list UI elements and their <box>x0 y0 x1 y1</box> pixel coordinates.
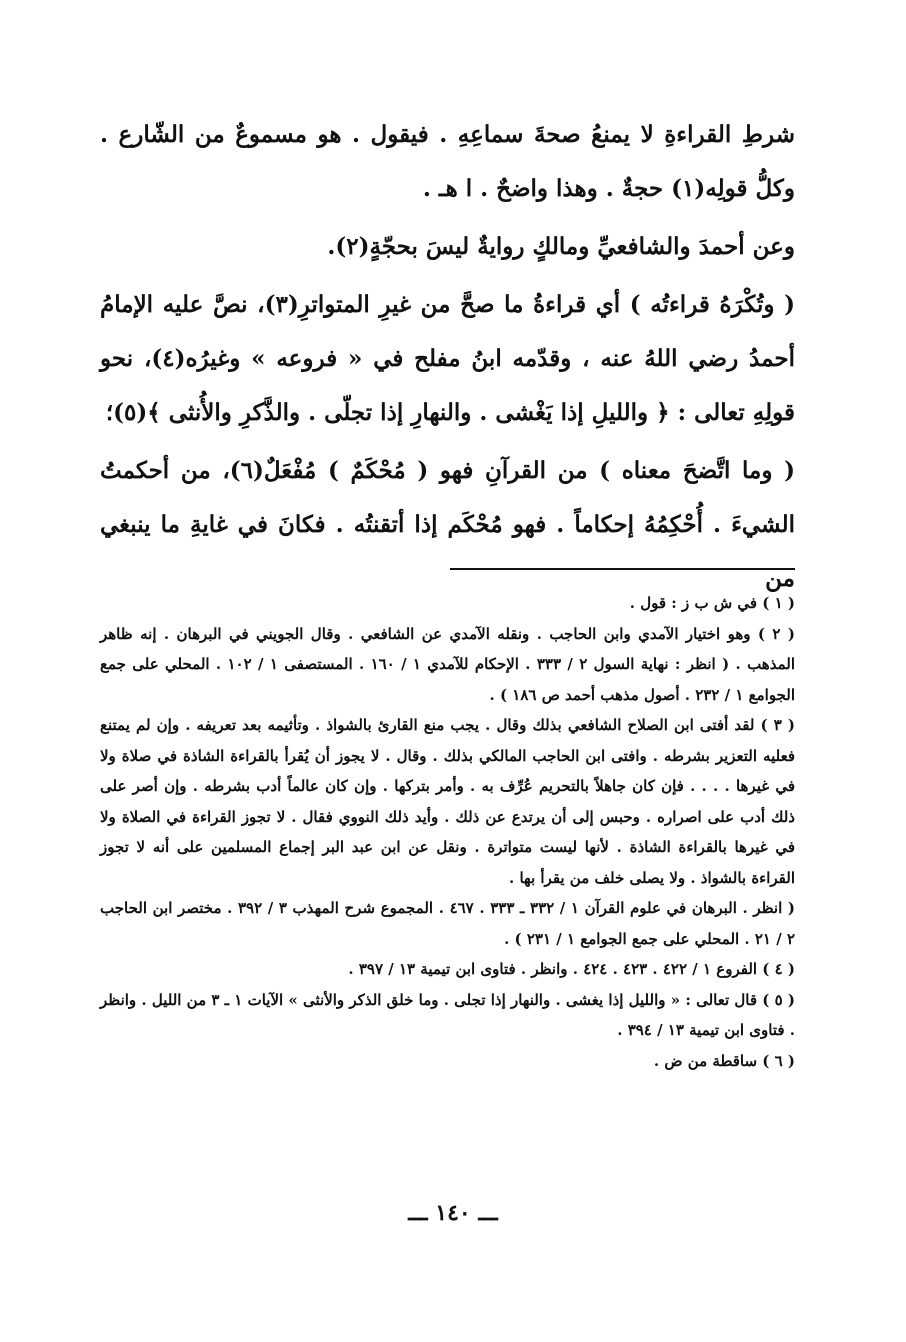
footnote: ( ٥ ) قال تعالى : « والليل إذا يغشى . والنهار إذا تجلى . وما خلق الذكر والأنثى » الآيات ١ ـ ٣ من الليل . وانظر . فتاوى ابن تيمية ١٣ / ٣٩٤ . <box>100 990 795 1039</box>
footnote: ( ٦ ) ساقطة من ض . <box>653 1051 795 1070</box>
main-paragraph: شرطِ القراءةِ لا يمنعُ صحةَ سماعِهِ . فيقول . هو مسموعٌ من الشّارع . وكلُّ قولِه(١) حجةٌ . وهذا واضحٌ . ا هـ . <box>100 121 795 202</box>
main-paragraph: ( وتُكْرَهُ قراءتُه ) أي قراءةُ ما صحَّ من غيرِ المتواترِ(٣)، نصَّ عليه الإمامُ أحمدُ رضي اللهُ عنه ، وقدّمه ابنُ مفلح في « فروعه » وغيرُه(٤)، نحو قولِهِ تعالى : ﴿ والليلِ إذا يَغْشى . والنهارِ إذا تجلّى . والذَّكرِ والأُنثى ﴾(٥)؛ <box>100 291 795 426</box>
footnote: ( ٢ ) وهو اختيار الآمدي وابن الحاجب . ونقله الآمدي عن الشافعي . وقال الجويني في البرهان . إنه ظاهر المذهب . ( انظر : نهاية السول ٢ / ٣٣٣ . الإحكام للآمدي ١ / ١٦٠ . المستصفى ١ / ١٠٢ . المحلي على جمع الجوامع ١ / ٢٣٢ . أصول مذهب أحمد ص ١٨٦ ) . <box>100 624 795 704</box>
main-paragraph: وعن أحمدَ والشافعيِّ ومالكٍ روايةٌ ليسَ بحجّةٍ(٢). <box>327 233 795 260</box>
footnote: ( ٣ ) لقد أفتى ابن الصلاح الشافعي بذلك وقال . يجب منع القارئ بالشواذ . وتأثيمه بعد تعريفه . وإن لم يمتنع فعليه التعزير بشرطه . وافتى ابن الحاجب المالكي بذلك . وقال . لا يجوز أن يُقرأ بالقراءة الشاذة في صلاة ولا في غيرها . . . . فإن كان جاهلاً بالتحريم عُرِّف به . وأمر بتركها . وإن كان عالماً أدب بشرطه . وإن أصر على ذلك أدب على اصراره . وحبس إلى أن يرتدع عن ذلك . وأيد ذلك النووي فقال . لا تجوز القراءة في الصلاة ولا في غيرها بالقراءة الشاذة . لأنها ليست متواترة . ونقل عن ابن عبد البر إجماع المسلمين على أنه لا تجوز القراءة بالشواذ . ولا يصلى خلف من يقرأ بها . <box>100 716 795 887</box>
footnote-separator <box>450 568 795 570</box>
footnote: ( ١ ) في ش ب ز : قول . <box>629 594 795 612</box>
main-paragraph: ( وما اتَّضحَ معناه ) من القرآنِ فهو ( مُحْكَمٌ ) مُفْعَلٌ(٦)، من أحكمتُ الشيءَ . أُحْكِمُهُ إحكاماً . فهو مُحْكَم إذا أتقنتُه . فكانَ في غايةِ ما ينبغي من <box>100 457 795 592</box>
main-text <box>100 108 795 606</box>
page-number: ـــ ١٤٠ ـــ <box>408 1200 498 1226</box>
footnotes <box>100 588 795 1076</box>
footnote: ( ٤ ) الفروع ١ / ٤٢٢ . ٤٢٣ . ٤٢٤ . وانظر . فتاوى ابن تيمية ١٣ / ٣٩٧ . <box>348 960 795 978</box>
footnote: ( انظر . البرهان في علوم القرآن ١ / ٣٣٢ ـ ٣٣٣ . ٤٦٧ . المجموع شرح المهذب ٣ / ٣٩٢ . مختصر ابن الحاجب ٢ / ٢١ . المحلي على جمع الجوامع ١ / ٢٣١ ) . <box>100 899 795 948</box>
